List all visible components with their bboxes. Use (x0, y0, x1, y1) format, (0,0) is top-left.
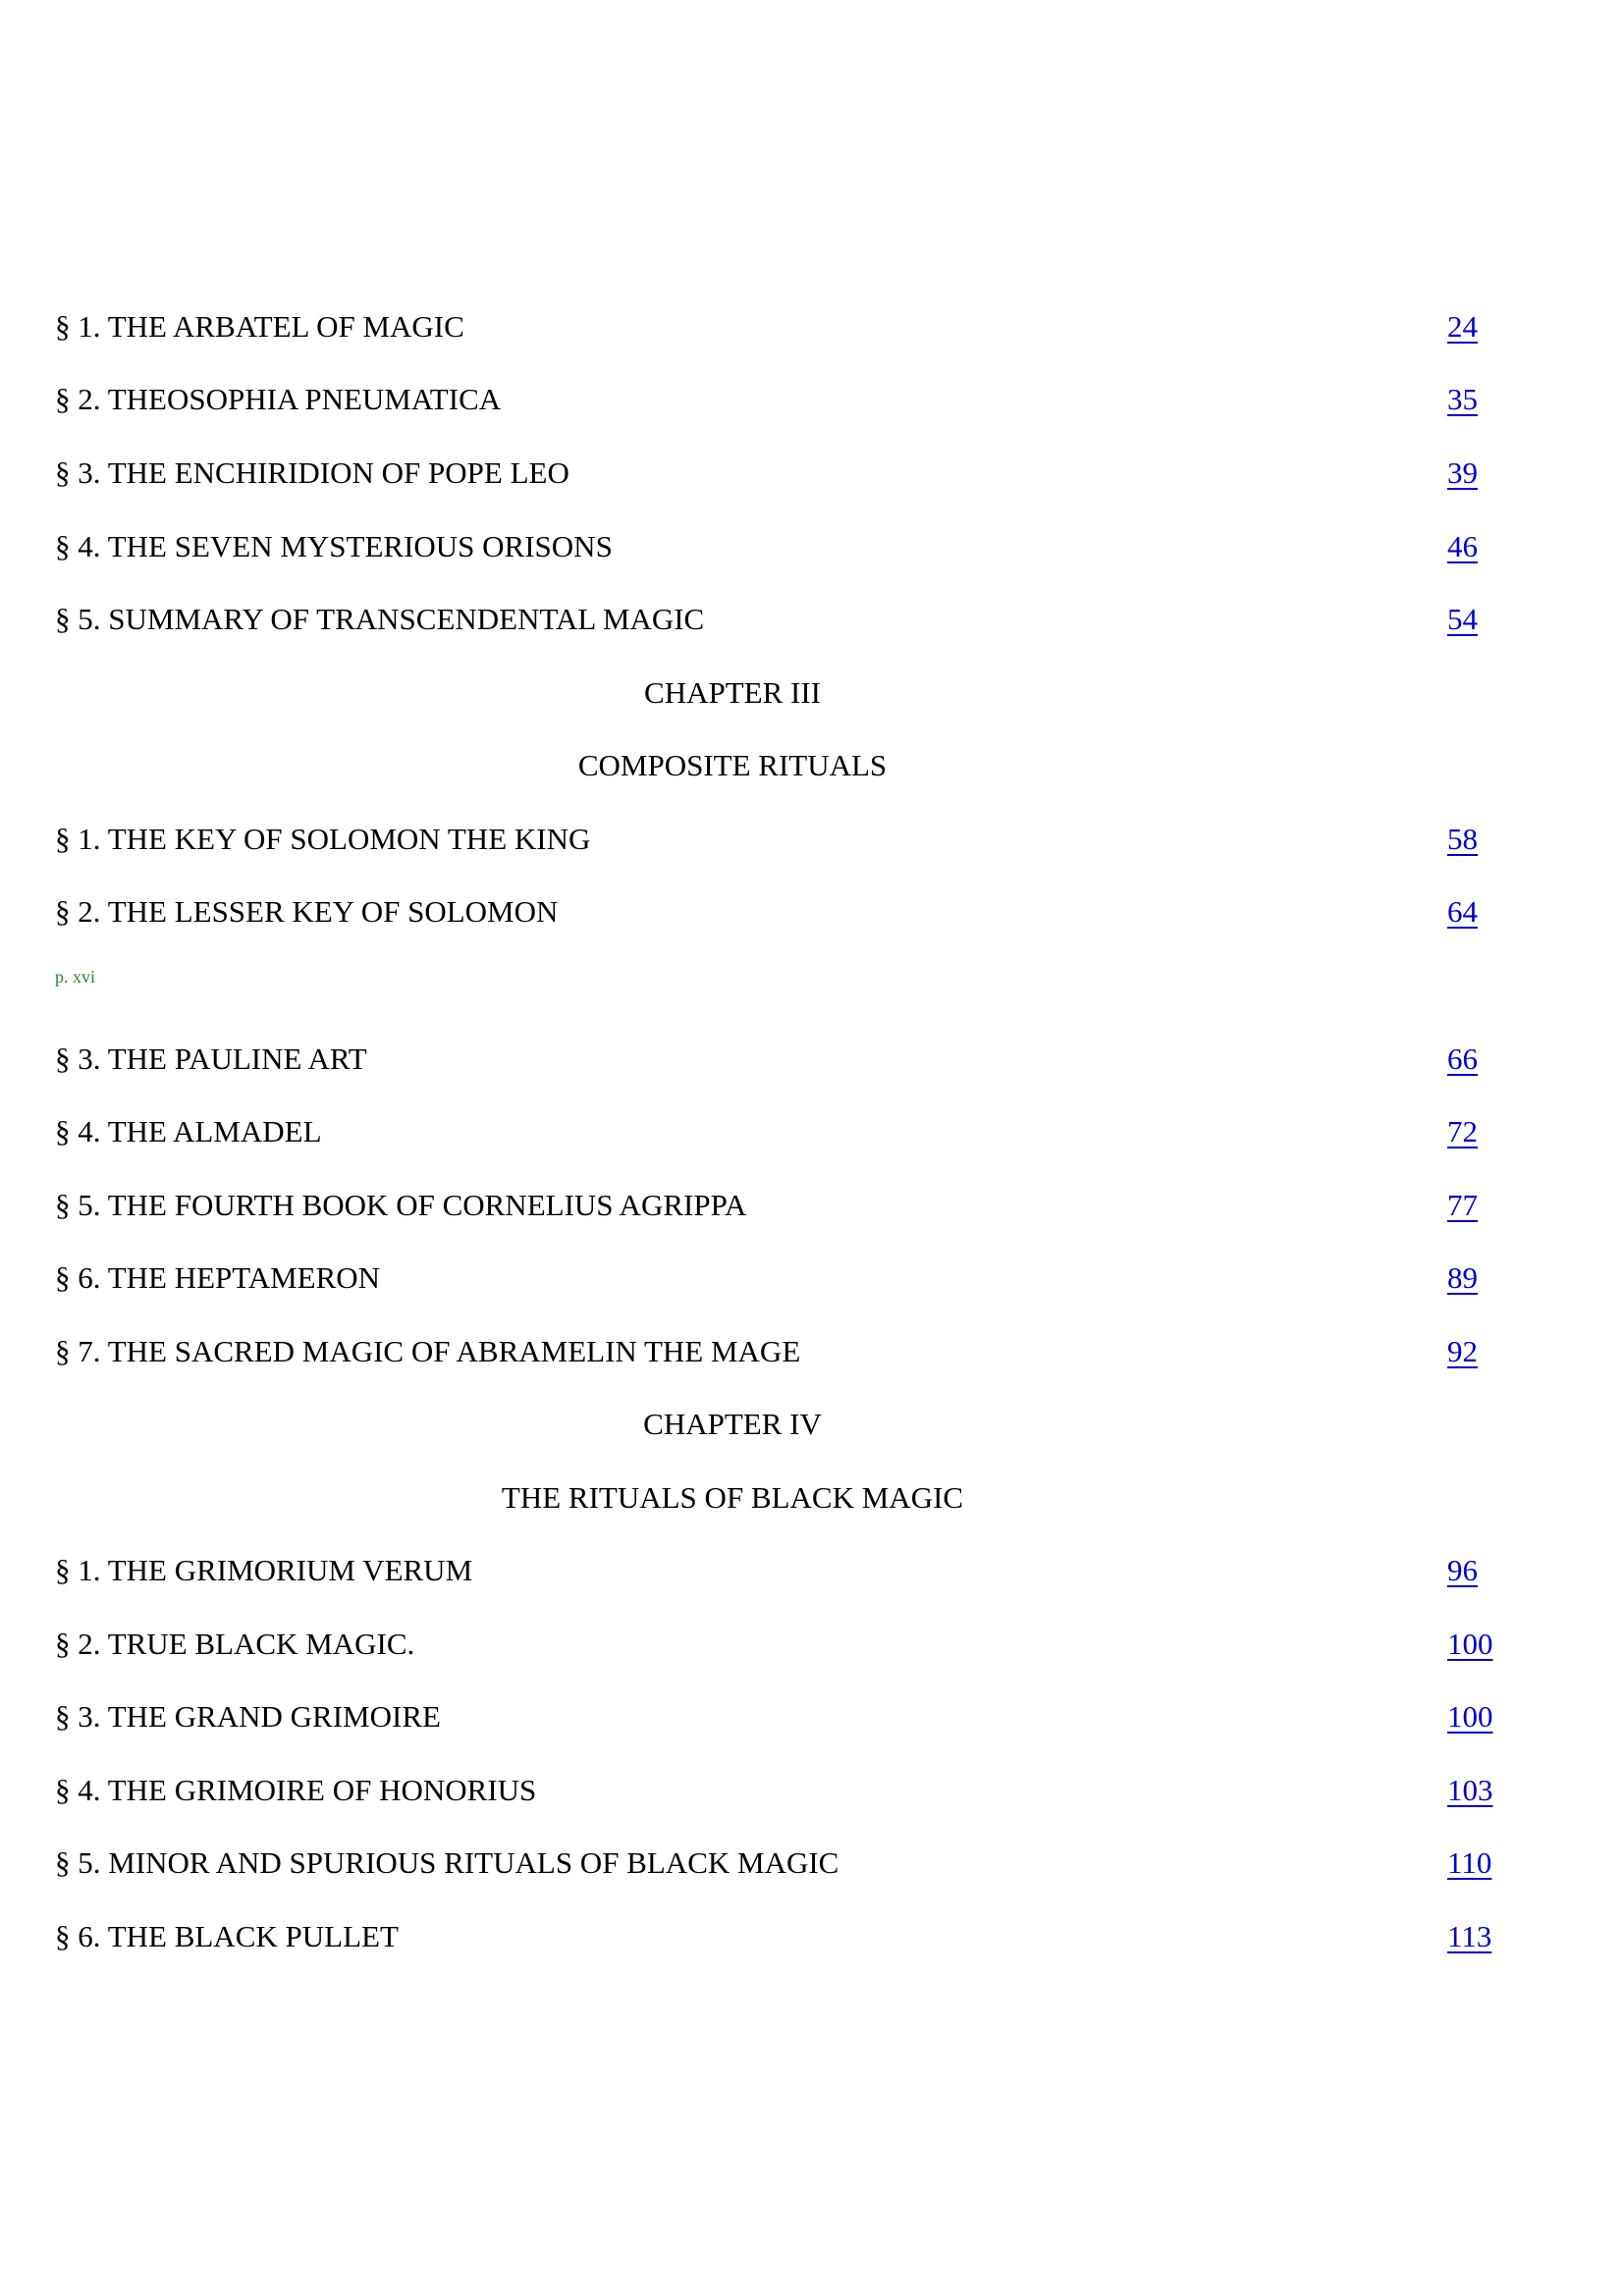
page-number-link[interactable]: 77 (1447, 1188, 1478, 1222)
toc-entry (0, 1254, 1623, 1303)
toc-entry (0, 449, 1623, 498)
page-number-link[interactable]: 92 (1447, 1334, 1478, 1368)
toc-entry (0, 1546, 1623, 1595)
page-number-link[interactable]: 100 (1447, 1699, 1493, 1734)
entry-title: § 5. MINOR AND SPURIOUS RITUALS OF BLACK MAGIC (55, 1845, 839, 1880)
entry-title: § 3. THE ENCHIRIDION OF POPE LEO (55, 455, 569, 490)
entry-title: § 4. THE ALMADEL (55, 1114, 322, 1148)
toc-entry (0, 1620, 1623, 1669)
page-number-link[interactable]: 58 (1447, 822, 1478, 856)
page-number-link[interactable]: 110 (1447, 1845, 1492, 1880)
page-number-link[interactable]: 96 (1447, 1553, 1478, 1587)
toc-entry (0, 1035, 1623, 1084)
toc-entry (0, 1181, 1623, 1230)
entry-title: § 5. THE FOURTH BOOK OF CORNELIUS AGRIPPA (55, 1188, 747, 1222)
page-number-link[interactable]: 35 (1447, 382, 1478, 416)
entry-title: § 6. THE HEPTAMERON (55, 1260, 381, 1295)
page-number-link[interactable]: 54 (1447, 602, 1478, 636)
entry-title: § 4. THE GRIMOIRE OF HONORIUS (55, 1773, 537, 1807)
page-marker: p. xvi (55, 967, 96, 987)
toc-entry (0, 522, 1623, 571)
page-number-link[interactable]: 46 (1447, 529, 1478, 563)
chapter-heading: THE RITUALS OF BLACK MAGIC (501, 1480, 964, 1515)
toc-entry (0, 1839, 1623, 1888)
page-number-link[interactable]: 113 (1447, 1919, 1492, 1953)
toc-entry (0, 375, 1623, 424)
entry-title: § 1. THE KEY OF SOLOMON THE KING (55, 822, 591, 856)
toc-entry (0, 1107, 1623, 1156)
toc-entry (0, 887, 1623, 936)
page-number-link[interactable]: 66 (1447, 1041, 1478, 1076)
toc-entry (0, 595, 1623, 644)
toc-entry (0, 815, 1623, 864)
toc-entry (0, 1327, 1623, 1376)
entry-title: § 2. THEOSOPHIA PNEUMATICA (55, 382, 502, 416)
entry-title: § 5. SUMMARY OF TRANSCENDENTAL MAGIC (55, 602, 705, 636)
page-number-link[interactable]: 64 (1447, 894, 1478, 929)
entry-title: § 1. THE GRIMORIUM VERUM (55, 1553, 473, 1587)
page-number-link[interactable]: 89 (1447, 1260, 1478, 1295)
entry-title: § 1. THE ARBATEL OF MAGIC (55, 309, 464, 344)
entry-title: § 4. THE SEVEN MYSTERIOUS ORISONS (55, 529, 613, 563)
page-number-link[interactable]: 39 (1447, 455, 1478, 490)
toc-entry (0, 302, 1623, 351)
chapter-number: CHAPTER IV (643, 1407, 822, 1441)
page-number-link[interactable]: 100 (1447, 1627, 1493, 1661)
entry-title: § 2. TRUE BLACK MAGIC. (55, 1627, 415, 1661)
chapter-number: CHAPTER III (644, 675, 821, 710)
entry-title: § 7. THE SACRED MAGIC OF ABRAMELIN THE MAGE (55, 1334, 801, 1368)
page-number-link[interactable]: 24 (1447, 309, 1478, 344)
toc-entry (0, 1912, 1623, 1961)
entry-title: § 6. THE BLACK PULLET (55, 1919, 399, 1953)
toc-entry (0, 1766, 1623, 1815)
entry-title: § 3. THE GRAND GRIMOIRE (55, 1699, 441, 1734)
toc-entry (0, 1692, 1623, 1741)
page-number-link[interactable]: 103 (1447, 1773, 1493, 1807)
entry-title: § 3. THE PAULINE ART (55, 1041, 367, 1076)
chapter-heading: COMPOSITE RITUALS (577, 748, 888, 782)
page-number-link[interactable]: 72 (1447, 1114, 1478, 1148)
entry-title: § 2. THE LESSER KEY OF SOLOMON (55, 894, 559, 929)
